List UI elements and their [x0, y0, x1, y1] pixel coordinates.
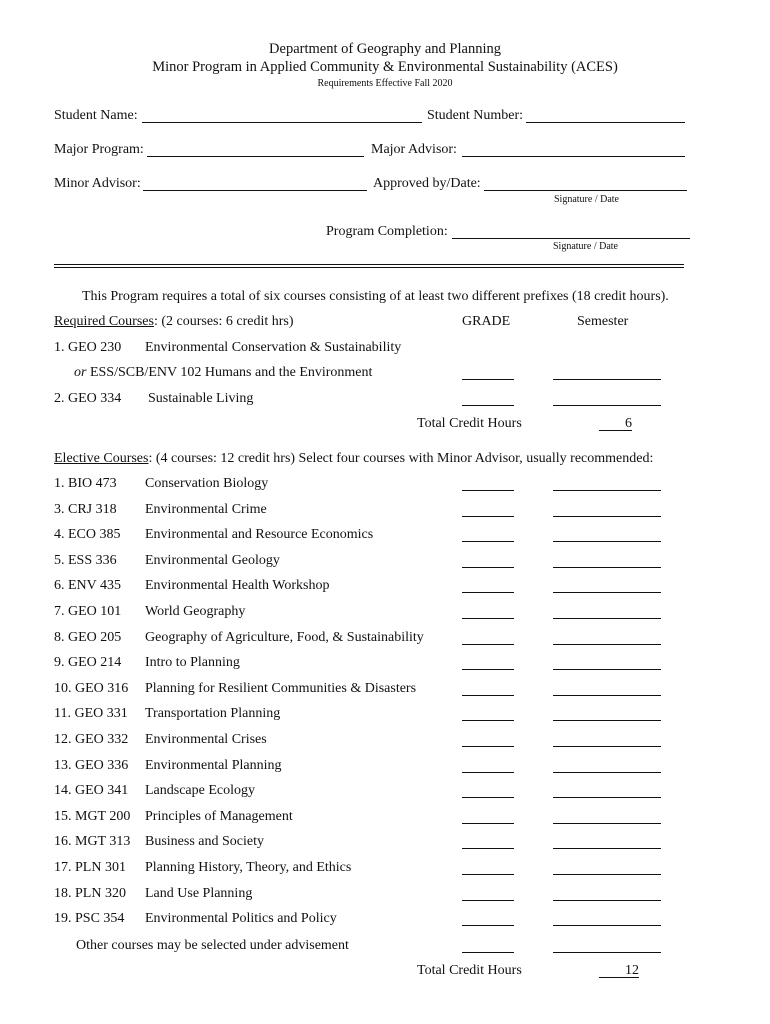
program-completion-label: Program Completion:: [326, 224, 448, 239]
elective-course-row: [0, 527, 770, 547]
other-courses-row: [0, 938, 770, 958]
grade-field[interactable]: [462, 720, 514, 721]
minor-advisor-label: Minor Advisor:: [54, 176, 141, 191]
course-title: Land Use Planning: [145, 886, 253, 901]
course-title: Landscape Ecology: [145, 783, 256, 798]
elective-course-row: [0, 809, 770, 829]
student-name-field[interactable]: [142, 122, 422, 123]
course-title: Geography of Agriculture, Food, & Sustainability: [145, 630, 424, 645]
course-number: 4. ECO 385: [54, 527, 121, 542]
effective-date: Requirements Effective Fall 2020: [317, 78, 453, 89]
semester-field[interactable]: [553, 516, 661, 517]
grade-field[interactable]: [462, 695, 514, 696]
other-courses-note: Other courses may be selected under advisement: [76, 938, 349, 953]
semester-field[interactable]: [553, 823, 661, 824]
semester-field[interactable]: [553, 720, 661, 721]
elective-course-row: [0, 834, 770, 854]
course-title: Environmental Geology: [145, 553, 280, 568]
course-title: Conservation Biology: [145, 476, 269, 491]
course-title: Environmental Crime: [145, 502, 267, 517]
semester-field[interactable]: [553, 567, 661, 568]
course-title: Environmental Health Workshop: [145, 578, 330, 593]
required-course-alt-row: [0, 365, 770, 385]
grade-field[interactable]: [462, 900, 514, 901]
student-number-label: Student Number:: [427, 108, 524, 123]
semester-header: Semester: [577, 314, 629, 329]
elective-total-label: Total Credit Hours: [417, 963, 522, 978]
major-advisor-field[interactable]: [462, 156, 685, 157]
course-number: 5. ESS 336: [54, 553, 117, 568]
grade-field[interactable]: [462, 541, 514, 542]
approved-by-field[interactable]: [484, 190, 687, 191]
section-divider: [54, 264, 684, 268]
semester-field[interactable]: [553, 644, 661, 645]
semester-field[interactable]: [553, 952, 661, 953]
required-course-row: [0, 340, 770, 360]
required-courses-detail: : (2 courses: 6 credit hrs): [153, 314, 294, 329]
grade-field[interactable]: [462, 746, 514, 747]
course-number: 8. GEO 205: [54, 630, 122, 645]
elective-course-row: [0, 502, 770, 522]
department-title: Department of Geography and Planning: [269, 41, 501, 57]
grade-field[interactable]: [462, 490, 514, 491]
course-title: Environmental and Resource Economics: [145, 527, 374, 542]
student-name-label: Student Name:: [54, 108, 138, 123]
semester-field[interactable]: [553, 746, 661, 747]
course-number: 12. GEO 332: [54, 732, 129, 747]
course-title: World Geography: [145, 604, 246, 619]
semester-field[interactable]: [553, 490, 661, 491]
course-number: 19. PSC 354: [54, 911, 125, 926]
elective-course-row: [0, 758, 770, 778]
course-number: 9. GEO 214: [54, 655, 122, 670]
grade-header: GRADE: [462, 314, 511, 329]
elective-courses-heading: [54, 451, 653, 467]
elective-courses-detail: : (4 courses: 12 credit hrs) Select four courses with Minor Advisor, usually recommended:: [148, 451, 654, 466]
student-number-field[interactable]: [526, 122, 685, 123]
elective-course-row: [0, 860, 770, 880]
semester-field[interactable]: [553, 797, 661, 798]
course-number: 6. ENV 435: [54, 578, 122, 593]
required-courses-label: Required Courses: [54, 314, 154, 329]
elective-course-row: [0, 706, 770, 726]
semester-field[interactable]: [553, 772, 661, 773]
semester-field[interactable]: [553, 541, 661, 542]
semester-field[interactable]: [553, 695, 661, 696]
elective-course-row: [0, 578, 770, 598]
semester-field[interactable]: [553, 405, 661, 406]
grade-field[interactable]: [462, 952, 514, 953]
alt-course-title: ESS/SCB/ENV 102 Humans and the Environment: [89, 365, 373, 380]
program-intro: This Program requires a total of six courses consisting of at least two different prefixes (18 credit hours).: [82, 289, 669, 304]
course-title: Environmental Conservation & Sustainability: [145, 340, 402, 355]
course-number: 3. CRJ 318: [54, 502, 117, 517]
program-title: Minor Program in Applied Community & Environmental Sustainability (ACES): [152, 59, 618, 75]
elective-course-row: [0, 681, 770, 701]
semester-field[interactable]: [553, 900, 661, 901]
course-title: Environmental Politics and Policy: [145, 911, 337, 926]
course-number: 7. GEO 101: [54, 604, 122, 619]
grade-field[interactable]: [462, 797, 514, 798]
approved-by-label: Approved by/Date:: [373, 176, 481, 191]
elective-course-row: [0, 732, 770, 752]
grade-field[interactable]: [462, 618, 514, 619]
required-total-label: Total Credit Hours: [417, 416, 522, 431]
grade-field[interactable]: [462, 516, 514, 517]
signature-date-caption: Signature / Date: [554, 194, 619, 205]
course-number: 10. GEO 316: [54, 681, 129, 696]
course-title: Sustainable Living: [148, 391, 254, 406]
major-program-label: Major Program:: [54, 142, 144, 157]
course-title: Environmental Planning: [145, 758, 282, 773]
elective-course-row: [0, 553, 770, 573]
required-course-row: [0, 391, 770, 411]
program-completion-field[interactable]: [452, 238, 690, 239]
semester-field[interactable]: [553, 848, 661, 849]
grade-field[interactable]: [462, 669, 514, 670]
elective-course-row: [0, 630, 770, 650]
grade-field[interactable]: [462, 848, 514, 849]
semester-field[interactable]: [553, 379, 661, 380]
major-advisor-label: Major Advisor:: [371, 142, 457, 157]
course-number: 2. GEO 334: [54, 391, 122, 406]
signature-date-caption-2: Signature / Date: [553, 241, 618, 252]
grade-field[interactable]: [462, 592, 514, 593]
course-title: Planning History, Theory, and Ethics: [145, 860, 352, 875]
elective-course-row: [0, 604, 770, 624]
course-title: Business and Society: [145, 834, 264, 849]
course-number: 16. MGT 313: [54, 834, 131, 849]
grade-field[interactable]: [462, 405, 514, 406]
course-number: 14. GEO 341: [54, 783, 129, 798]
course-number: 11. GEO 331: [54, 706, 128, 721]
elective-courses-label: Elective Courses: [54, 451, 149, 466]
required-total-value: 6: [625, 416, 632, 431]
semester-field[interactable]: [553, 618, 661, 619]
course-alternative: [74, 365, 372, 381]
course-title: Principles of Management: [145, 809, 293, 824]
course-title: Transportation Planning: [145, 706, 281, 721]
major-program-field[interactable]: [147, 156, 364, 157]
alt-prefix: or: [74, 365, 87, 380]
course-title: Environmental Crises: [145, 732, 267, 747]
grade-field[interactable]: [462, 823, 514, 824]
required-courses-heading: [54, 314, 294, 330]
grade-field[interactable]: [462, 567, 514, 568]
elective-course-row: [0, 886, 770, 906]
elective-course-row: [0, 655, 770, 675]
course-number: 13. GEO 336: [54, 758, 129, 773]
grade-field[interactable]: [462, 772, 514, 773]
course-number: 17. PLN 301: [54, 860, 126, 875]
elective-course-row: [0, 911, 770, 931]
course-number: 15. MGT 200: [54, 809, 131, 824]
elective-course-row: [0, 476, 770, 496]
grade-field[interactable]: [462, 874, 514, 875]
semester-field[interactable]: [553, 592, 661, 593]
course-title: Planning for Resilient Communities & Disasters: [145, 681, 417, 696]
semester-field[interactable]: [553, 874, 661, 875]
course-number: 1. BIO 473: [54, 476, 117, 491]
course-number: 1. GEO 230: [54, 340, 122, 355]
grade-field[interactable]: [462, 379, 514, 380]
course-number: 18. PLN 320: [54, 886, 126, 901]
elective-course-row: [0, 783, 770, 803]
grade-field[interactable]: [462, 644, 514, 645]
elective-total-value: 12: [625, 963, 639, 978]
semester-field[interactable]: [553, 669, 661, 670]
minor-advisor-field[interactable]: [143, 190, 367, 191]
course-title: Intro to Planning: [145, 655, 240, 670]
semester-field[interactable]: [553, 925, 661, 926]
grade-field[interactable]: [462, 925, 514, 926]
